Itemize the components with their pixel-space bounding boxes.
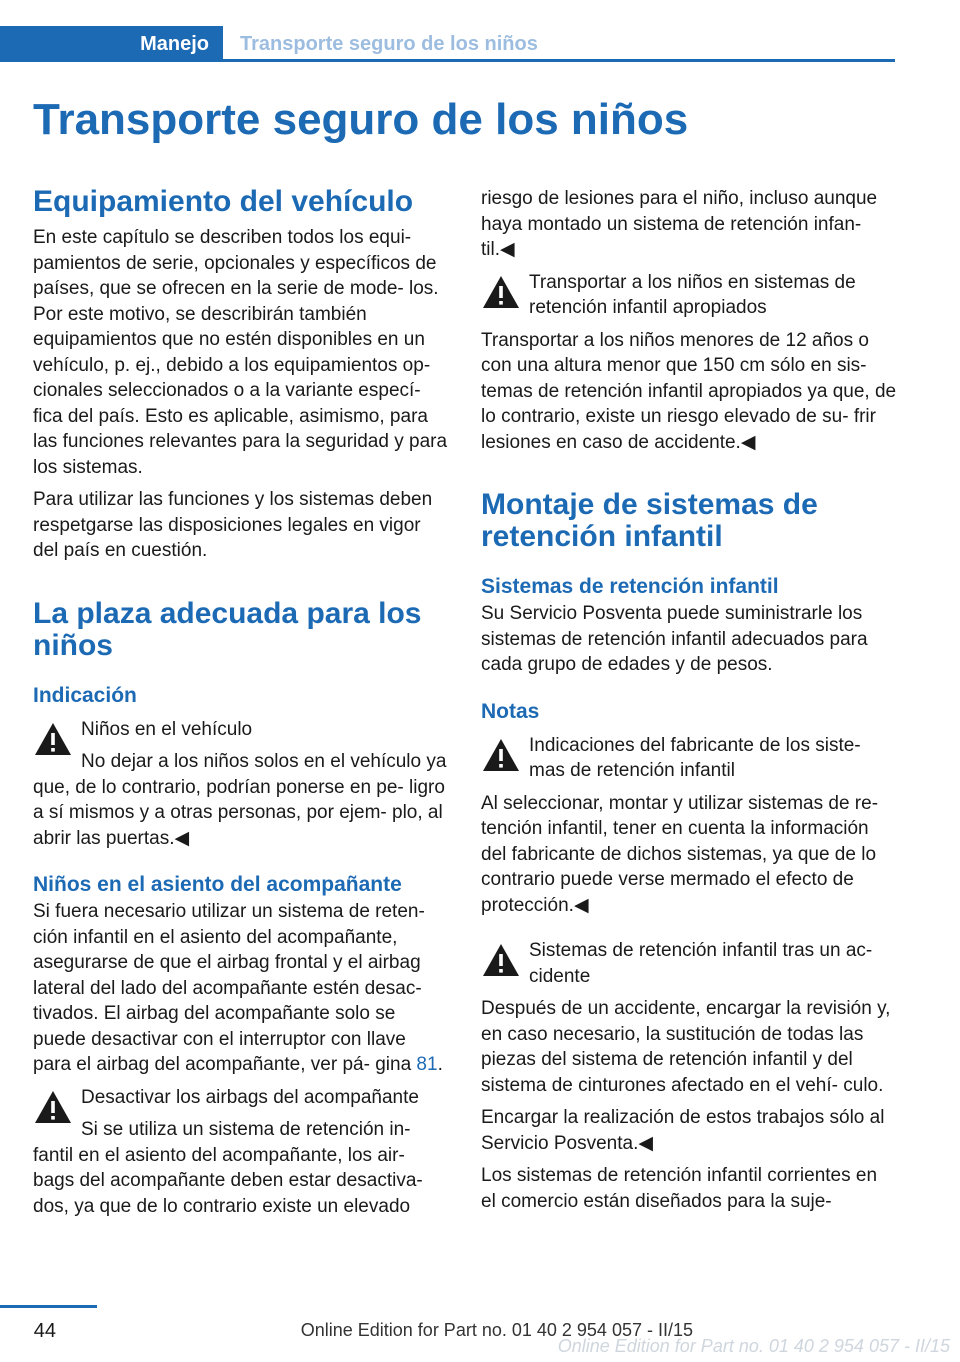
heading-notas: Notas: [481, 699, 540, 723]
left-column: [33, 186, 449, 1219]
warning-sistemas-apropiados: [481, 270, 897, 456]
page-title: Transporte seguro de los niños: [33, 95, 689, 144]
paragraph-continuation: riesgo de lesiones para el niño, incluso aunque haya montado un sistema de retención infan‐ til.◀: [481, 188, 878, 260]
warning-title: Indicaciones del fabricante de los siste‐ mas de retención infantil: [529, 734, 861, 781]
paragraph-equipamiento-1: En este capítulo se describen todos los equi‐ pamientos de serie, opcionales y específicos de países, que se ofrecen en la serie de mode‐ los. Por este motivo, se describirán también equipamientos que no estén disponibles en un vehículo, p. ej., debido a los equipamientos op‐ cionales seleccionados o a la variante especí‐ fica del país. Esto es aplicable, asimismo, para las funciones relevantes para la seguridad y para los sistemas.: [33, 227, 448, 478]
watermark: Online Edition for Part no. 01 40 2 954 057 - II/15: [557, 1336, 950, 1356]
warning-ninos-vehiculo: [33, 717, 449, 852]
warning-title: Niños en el vehículo: [81, 718, 253, 740]
heading-asiento-acompanante: Niños en el asiento del acompañante: [33, 873, 402, 896]
heading-sistemas-retencion: Sistemas de retención infantil: [481, 575, 779, 598]
warning-tras-accidente: [481, 938, 897, 1098]
warning-text: Después de un accidente, encargar la revisión y, en caso necesario, la sustitución de todas las piezas del sistema de retención infantil y del sistema de cinturones afectado en el vehí‐ culo.: [481, 998, 891, 1096]
page-header: [0, 26, 895, 62]
footer-edition: Online Edition for Part no. 01 40 2 954 057 - II/15: [300, 1320, 693, 1340]
heading-indicacion: Indicación: [33, 683, 137, 707]
warning-title: Sistemas de retención infantil tras un ac‐ cidente: [529, 940, 873, 987]
paragraph-sistemas-retencion: Su Servicio Posventa puede suministrarle los sistemas de retención infantil adecuados para cada grupo de edades y de pesos.: [481, 603, 868, 675]
warning-indicaciones-fabricante: [481, 733, 897, 919]
right-column: [481, 186, 897, 1214]
warning-triangle-icon: [481, 736, 521, 774]
page-link-81[interactable]: 81: [416, 1054, 438, 1075]
header-section-tab[interactable]: Manejo: [0, 26, 223, 62]
paragraph-encargar: Encargar la realización de estos trabajos sólo al Servicio Posventa.◀: [481, 1107, 885, 1154]
warning-title: Desactivar los airbags del acompañante: [81, 1086, 419, 1108]
warning-text: No dejar a los niños solos en el vehículo ya que, de lo contrario, podrían ponerse en pe‐ ligro a sí mismos y a otras personas, por ejem‐ plo, al abrir las puertas.◀: [33, 751, 447, 849]
heading-montaje: Montaje de sistemas de retención infantil: [481, 488, 818, 553]
warning-triangle-icon: [33, 1088, 73, 1126]
header-rule: [223, 59, 895, 62]
warning-triangle-icon: [481, 941, 521, 979]
paragraph-comercio: Los sistemas de retención infantil corrientes en el comercio están diseñados para la suje‐: [481, 1165, 878, 1212]
warning-text: Al seleccionar, montar y utilizar sistemas de re‐ tención infantil, tener en cuenta la información del fabricante de dichos sistemas, ya que de lo contrario puede verse mermado el efecto de protección.◀: [481, 792, 879, 916]
heading-plaza-adecuada: La plaza adecuada para los niños: [33, 596, 422, 662]
warning-title: Transportar a los niños en sistemas de retención infantil apropiados: [529, 271, 856, 318]
page-number: 44: [33, 1320, 56, 1342]
paragraph-equipamiento-2: Para utilizar las funciones y los sistemas deben respetgarse las disposiciones legales en vigor del país en cuestión.: [33, 489, 433, 561]
warning-triangle-icon: [481, 273, 521, 311]
warning-text: Transportar a los niños menores de 12 años o con una altura menor que 150 cm sólo en sis‐ temas de retención infantil apropiados ya que, de lo contrario, existe un riesgo elevado de su‐ frir lesiones en caso de accidente.◀: [481, 329, 897, 453]
footer-rule: [0, 1305, 97, 1308]
heading-equipamiento: Equipamiento del vehículo: [33, 185, 414, 218]
warning-desactivar-airbags: [33, 1085, 449, 1220]
paragraph-asiento-acompanante: Si fuera necesario utilizar un sistema de reten‐ ción infantil en el asiento del acompañante, asegurarse de que el airbag frontal y el airbag lateral del lado del acompañante estén desac‐ tivados. El airbag del acompañante solo se puede desactivar con el interruptor con llave para el airbag del acompañante, ver pá‐ gina 81.: [33, 901, 443, 1075]
warning-text: Si se utiliza un sistema de retención in‐ fantil en el asiento del acompañante, los air‐ bags del acompañante deben estar desactiva‐ dos, ya que de lo contrario existe un elevado: [33, 1119, 423, 1217]
header-chapter: Transporte seguro de los niños: [240, 33, 538, 55]
warning-triangle-icon: [33, 720, 73, 758]
